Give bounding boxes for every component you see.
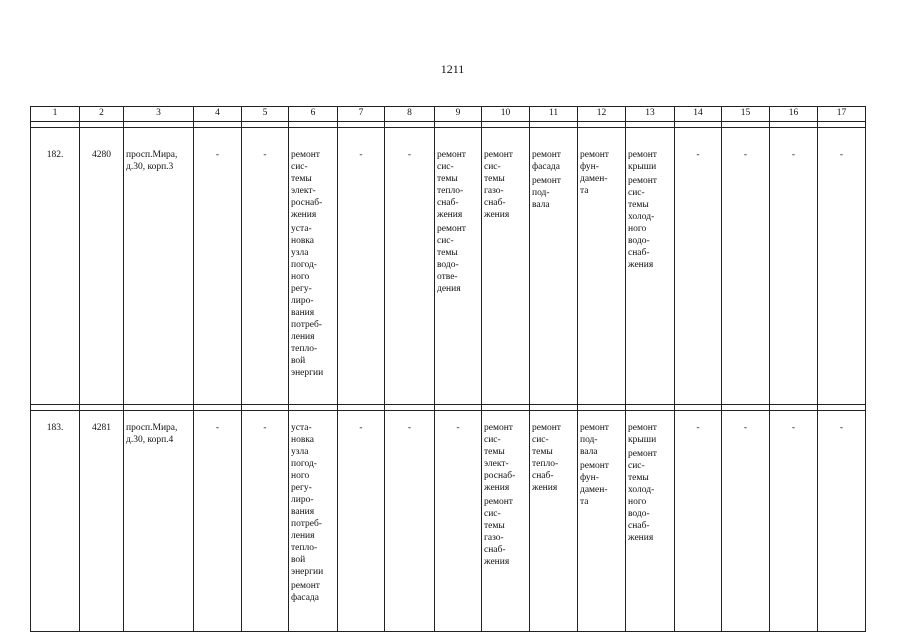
col-15-value: - [743, 150, 748, 160]
work-item: ремонт сис- темы элект- роснаб- жения [291, 150, 323, 220]
row-number-value: 182. [46, 150, 64, 160]
col-7-cell [338, 411, 385, 632]
col-5-cell [242, 411, 289, 632]
column-header: 11 [530, 107, 578, 122]
col-14-cell [675, 128, 722, 405]
work-item: ремонт крыши [628, 150, 657, 172]
work-item: ремонт сис- темы элект- роснаб- жения [484, 423, 516, 493]
col-8-cell [385, 411, 435, 632]
column-header: 6 [289, 107, 338, 122]
col-9-cell [435, 128, 482, 405]
col-4-value: - [215, 150, 220, 160]
table-row [31, 128, 866, 405]
col-14-cell [675, 411, 722, 632]
work-item: ремонт под- вала [532, 176, 561, 210]
col-6-cell [289, 128, 338, 405]
work-item: ремонт крыши [628, 423, 657, 445]
column-header: 12 [578, 107, 626, 122]
col-11-cell [530, 128, 578, 405]
work-item: ремонт сис- темы водо- отве- дения [437, 224, 466, 294]
work-item: ремонт фасада [291, 581, 320, 603]
col-7-cell [338, 128, 385, 405]
work-item: ремонт сис- темы газо- снаб- жения [484, 150, 513, 220]
col-12-cell [578, 128, 626, 405]
col-8-value: - [407, 423, 412, 433]
work-item: ремонт сис- темы газо- снаб- жения [484, 497, 513, 567]
col-16-value: - [791, 150, 796, 160]
address-value: просп.Мира, д.30, корп.4 [126, 423, 178, 445]
col-11-cell [530, 411, 578, 632]
col-17-cell [818, 411, 866, 632]
header-row [31, 107, 866, 122]
col-13-cell [626, 411, 675, 632]
col-7-value: - [359, 150, 363, 160]
column-header: 1 [31, 107, 80, 122]
column-header: 2 [80, 107, 124, 122]
column-header: 4 [194, 107, 242, 122]
column-header: 8 [385, 107, 435, 122]
object-code-cell [80, 128, 124, 405]
column-header: 5 [242, 107, 289, 122]
column-header: 16 [770, 107, 818, 122]
work-item: ремонт фун- дамен- та [580, 461, 609, 507]
column-header: 10 [482, 107, 530, 122]
work-item: уста- новка узла погод- ного регу- лиро- вания потреб- ления тепло- вой энергии [291, 423, 324, 577]
work-item: ремонт сис- темы тепло- снаб- жения [532, 423, 561, 493]
col-5-cell [242, 128, 289, 405]
column-header: 15 [722, 107, 770, 122]
col-12-cell [578, 411, 626, 632]
object-code-value: 4280 [92, 150, 111, 160]
col-15-cell [722, 411, 770, 632]
col-15-value: - [743, 423, 748, 433]
col-6-cell [289, 411, 338, 632]
col-10-cell [482, 411, 530, 632]
col-4-cell [194, 411, 242, 632]
column-header: 3 [124, 107, 194, 122]
work-item: ремонт фун- дамен- та [580, 150, 609, 196]
col-15-cell [722, 128, 770, 405]
col-13-cell [626, 128, 675, 405]
col-10-cell [482, 128, 530, 405]
col-9-cell [435, 411, 482, 632]
col-14-value: - [696, 423, 700, 433]
column-header: 17 [818, 107, 866, 122]
page-number: 1211 [440, 62, 465, 76]
work-item: ремонт сис- темы холод- ного водо- снаб- жения [628, 449, 657, 543]
column-header: 13 [626, 107, 675, 122]
col-16-value: - [791, 423, 796, 433]
col-4-cell [194, 128, 242, 405]
row-number-cell [31, 128, 80, 405]
col-5-value: - [263, 150, 267, 160]
column-header: 14 [675, 107, 722, 122]
col-16-cell [770, 128, 818, 405]
col-5-value: - [263, 423, 267, 433]
object-code-cell [80, 411, 124, 632]
col-8-value: - [407, 150, 412, 160]
row-number-value: 183. [46, 423, 64, 433]
work-item: ремонт сис- темы тепло- снаб- жения [437, 150, 466, 220]
col-16-cell [770, 411, 818, 632]
address-cell [124, 128, 194, 405]
works-table [30, 106, 866, 632]
column-header: 9 [435, 107, 482, 122]
col-4-value: - [215, 423, 220, 433]
address-value: просп.Мира, д.30, корп.3 [126, 150, 178, 172]
col-9-value: - [456, 423, 460, 433]
col-7-value: - [359, 423, 363, 433]
col-17-value: - [839, 423, 844, 433]
work-item: уста- новка узла погод- ного регу- лиро- вания потреб- ления тепло- вой энергии [291, 224, 324, 378]
address-cell [124, 411, 194, 632]
work-item: ремонт фасада [532, 150, 561, 172]
col-14-value: - [696, 150, 700, 160]
column-header: 7 [338, 107, 385, 122]
object-code-value: 4281 [92, 423, 111, 433]
col-8-cell [385, 128, 435, 405]
work-item: ремонт сис- темы холод- ного водо- снаб- жения [628, 176, 657, 270]
col-17-value: - [839, 150, 844, 160]
work-item: ремонт под- вала [580, 423, 609, 457]
table-row [31, 411, 866, 632]
col-17-cell [818, 128, 866, 405]
row-number-cell [31, 411, 80, 632]
